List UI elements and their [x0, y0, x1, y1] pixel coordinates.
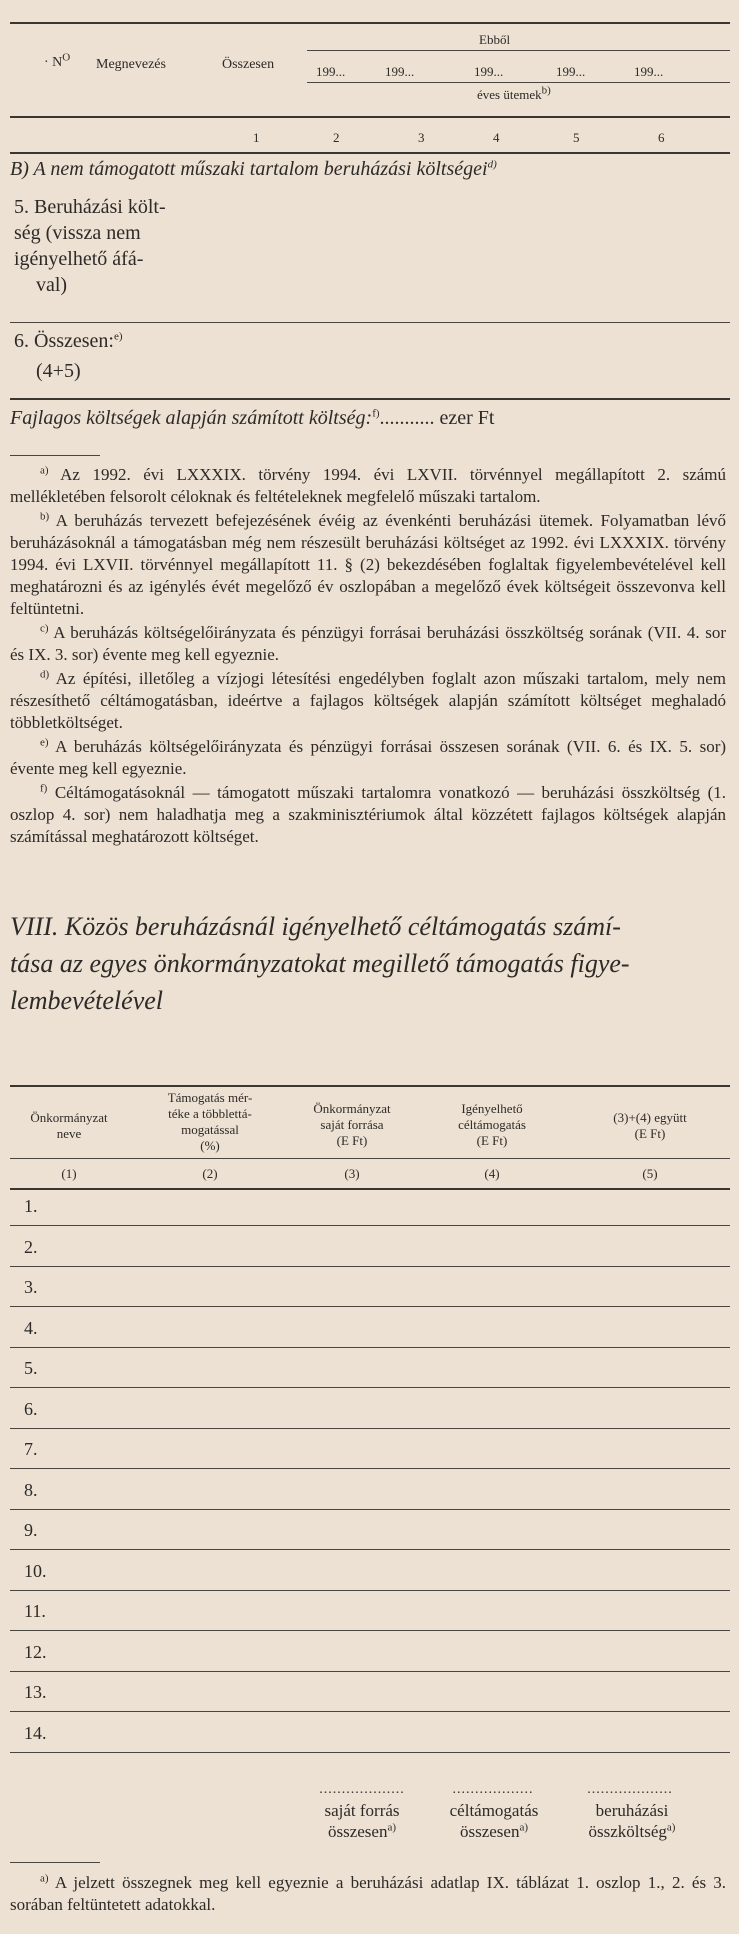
col-number-2: 2 — [333, 130, 340, 145]
table2-index-2: (2) — [202, 1166, 218, 1181]
row-6-label: 6. Összesen:$^{e)}$ (4+5) — [14, 330, 123, 382]
header-group-label: Ebből — [479, 32, 511, 47]
footnote-a: $^{a)}$ Az 1992. évi LXXXIX. törvény 1994. évi LXVII. törvénnyel megállapított 2. számú mellékletében felsorolt céloknak és feltételeknek megfelelő műszaki tartalom. — [10, 464, 727, 506]
col-number-1: 1 — [253, 130, 260, 145]
table2-row-label: 7. — [24, 1439, 38, 1459]
col-number-3: 3 — [418, 130, 425, 145]
col-number-6: 6 — [658, 130, 665, 145]
specific-cost-line: Fajlagos költségek alapján számított költség:$^{f)}$........... ezer Ft — [10, 407, 495, 429]
sum-own-label: saját forrás összesen$^{a)}$ — [324, 1801, 400, 1841]
footnote-f: $^{f)}$ Céltámogatásoknál — támogatott műszaki tartalomra vonatkozó — beruházási összköltség (1. oszlop 4. sor) nem haladhatja meg a szakminisztériumok által közzétett fajlagos költségek alapján számítással meghatározott költséget. — [10, 782, 727, 846]
col-number-5: 5 — [573, 130, 580, 145]
table2-header-col4: Igényelhető céltámogatás (E Ft) — [458, 1101, 526, 1148]
header-year-2: 199... — [385, 64, 415, 79]
table2-row-label: 2. — [24, 1236, 38, 1257]
header-years-rule — [307, 82, 730, 83]
header-year-1: 199... — [316, 64, 346, 79]
header-year-5: 199... — [634, 64, 664, 79]
table2-top-rule — [10, 1085, 730, 1087]
bottom-footnote: $^{a)}$ A jelzett összegnek meg kell egyeznie a beruházási adatlap IX. táblázat 1. oszlop 1., 2. és 3. sorában feltüntetett adatokkal. — [10, 1872, 727, 1914]
table2-row-rule — [10, 1347, 730, 1348]
sum-total-dots: ................... — [587, 1782, 673, 1797]
table2-index-rule — [10, 1188, 730, 1190]
table2-row-label: 4. — [24, 1317, 38, 1338]
footnotes — [10, 464, 726, 848]
table2-row-label: 1. — [24, 1196, 38, 1216]
footnote-e: $^{e)}$ A beruházás költségelőirányzata és pénzügyi forrásai összesen sorának (VII. 6. és IX. 5. sor) évente meg kell egyeznie. — [10, 736, 727, 778]
table2-row-rule — [10, 1630, 730, 1631]
table2-index-1: (1) — [61, 1166, 77, 1181]
table2-row-rule — [10, 1266, 730, 1267]
table2-row-label: 13. — [24, 1682, 47, 1702]
table2-index-4: (4) — [484, 1166, 500, 1181]
table2-header-col2: Támogatás mér- téke a többlettá- mogatással (%) — [167, 1090, 253, 1153]
sum-target-label: céltámogatás összesen$^{a)}$ — [449, 1801, 539, 1841]
footnote-separator — [10, 455, 100, 456]
table2-row-label: 6. — [24, 1398, 38, 1419]
table2-index-5: (5) — [642, 1166, 658, 1181]
col-number-bottom-rule — [10, 152, 730, 154]
footnote-b: $^{b)}$ A beruházás tervezett befejezésének évéig az évenkénti beruházási ütemek. Folyamatban lévő beruházásoknál a támogatásban még nem részesült beruházási költséget az 1992. évi LXXXIX. törvény 1994. évi LXVII. törvénnyel megállapított 11. § (2) bekezdésében foglaltak figyelembevételével kell meghatározni és az igénylés évét megelőző év oszlopában a megelőző évek költségeit összevonva kell feltüntetni. — [10, 510, 726, 618]
header-year-4: 199... — [556, 64, 586, 79]
header-total: Összesen — [222, 57, 275, 72]
table2-index-3: (3) — [344, 1166, 360, 1181]
table2-header-col3: Önkormányzat saját forrása (E Ft) — [313, 1101, 391, 1148]
section-b-title: B) A nem támogatott műszaki tartalom beruházási költségei$^{d)}$ — [10, 158, 497, 180]
table2-row-label: 12. — [24, 1641, 47, 1662]
table2-row-rule — [10, 1306, 730, 1307]
table2-row-rule — [10, 1549, 730, 1550]
table2-header-col5: (3)+(4) együtt (E Ft) — [613, 1110, 687, 1141]
table2-row-label: 5. — [24, 1358, 38, 1378]
col-number-4: 4 — [493, 130, 500, 145]
table2-row-label: 14. — [24, 1722, 47, 1743]
header-annual: éves ütemek$^{b)}$ — [477, 84, 551, 102]
section-viii-title: VIII. Közös beruházásnál igényelhető céltámogatás számí- tása az egyes önkormányzatokat megillető támogatás figye- lembevételével — [10, 912, 630, 1015]
sum-total-label: beruházási összköltség$^{a)}$ — [588, 1801, 676, 1841]
table2-row-rule — [10, 1387, 730, 1388]
sum-own-dots: ................... — [319, 1782, 405, 1797]
header-name: Megnevezés — [96, 57, 166, 72]
table2-row-rule — [10, 1590, 730, 1591]
table2-header-rule — [10, 1158, 730, 1159]
bottom-footnote-separator — [10, 1862, 100, 1863]
footnote-c: $^{c)}$ A beruházás költségelőirányzata és pénzügyi forrásai beruházási összköltség sorának (VII. 4. sor és IX. 3. sor) évente meg kell egyeznie. — [10, 622, 727, 664]
row-6-rule — [10, 398, 730, 400]
row-5-label: 5. Beruházási költ- ség (vissza nem igényelhető áfá- val) — [14, 196, 166, 296]
table2-row-rule — [10, 1428, 730, 1429]
header-year-3: 199... — [474, 64, 504, 79]
table2-row-label: 10. — [24, 1560, 47, 1581]
table2-row-rule — [10, 1509, 730, 1510]
row-5-rule — [10, 322, 730, 323]
table2-row-rule — [10, 1711, 730, 1712]
table2-row-rule — [10, 1225, 730, 1226]
header-no: · $N^O$ — [44, 51, 71, 70]
table-top-rule — [10, 22, 730, 24]
table2-row-label: 11. — [24, 1601, 46, 1621]
table2-row-label: 3. — [24, 1277, 38, 1297]
table2-row-rule — [10, 1671, 730, 1672]
table2-row-rule — [10, 1752, 730, 1753]
col-number-top-rule — [10, 116, 730, 118]
header-group-rule — [307, 50, 730, 51]
table2-row-label: 9. — [24, 1520, 38, 1540]
table2-header-col1: Önkormányzat neve — [30, 1110, 108, 1141]
table2-row-rule — [10, 1468, 730, 1469]
table2-row-label: 8. — [24, 1479, 38, 1500]
footnote-d: $^{d)}$ Az építési, illetőleg a vízjogi létesítési engedélyben foglalt azon műszaki tartalom, mely nem részesíthető céltámogatásban, ideértve a fajlagos költségek alapján számított költséget meghaladó többletköltséget. — [10, 668, 727, 732]
sum-target-dots: .................. — [452, 1782, 534, 1797]
